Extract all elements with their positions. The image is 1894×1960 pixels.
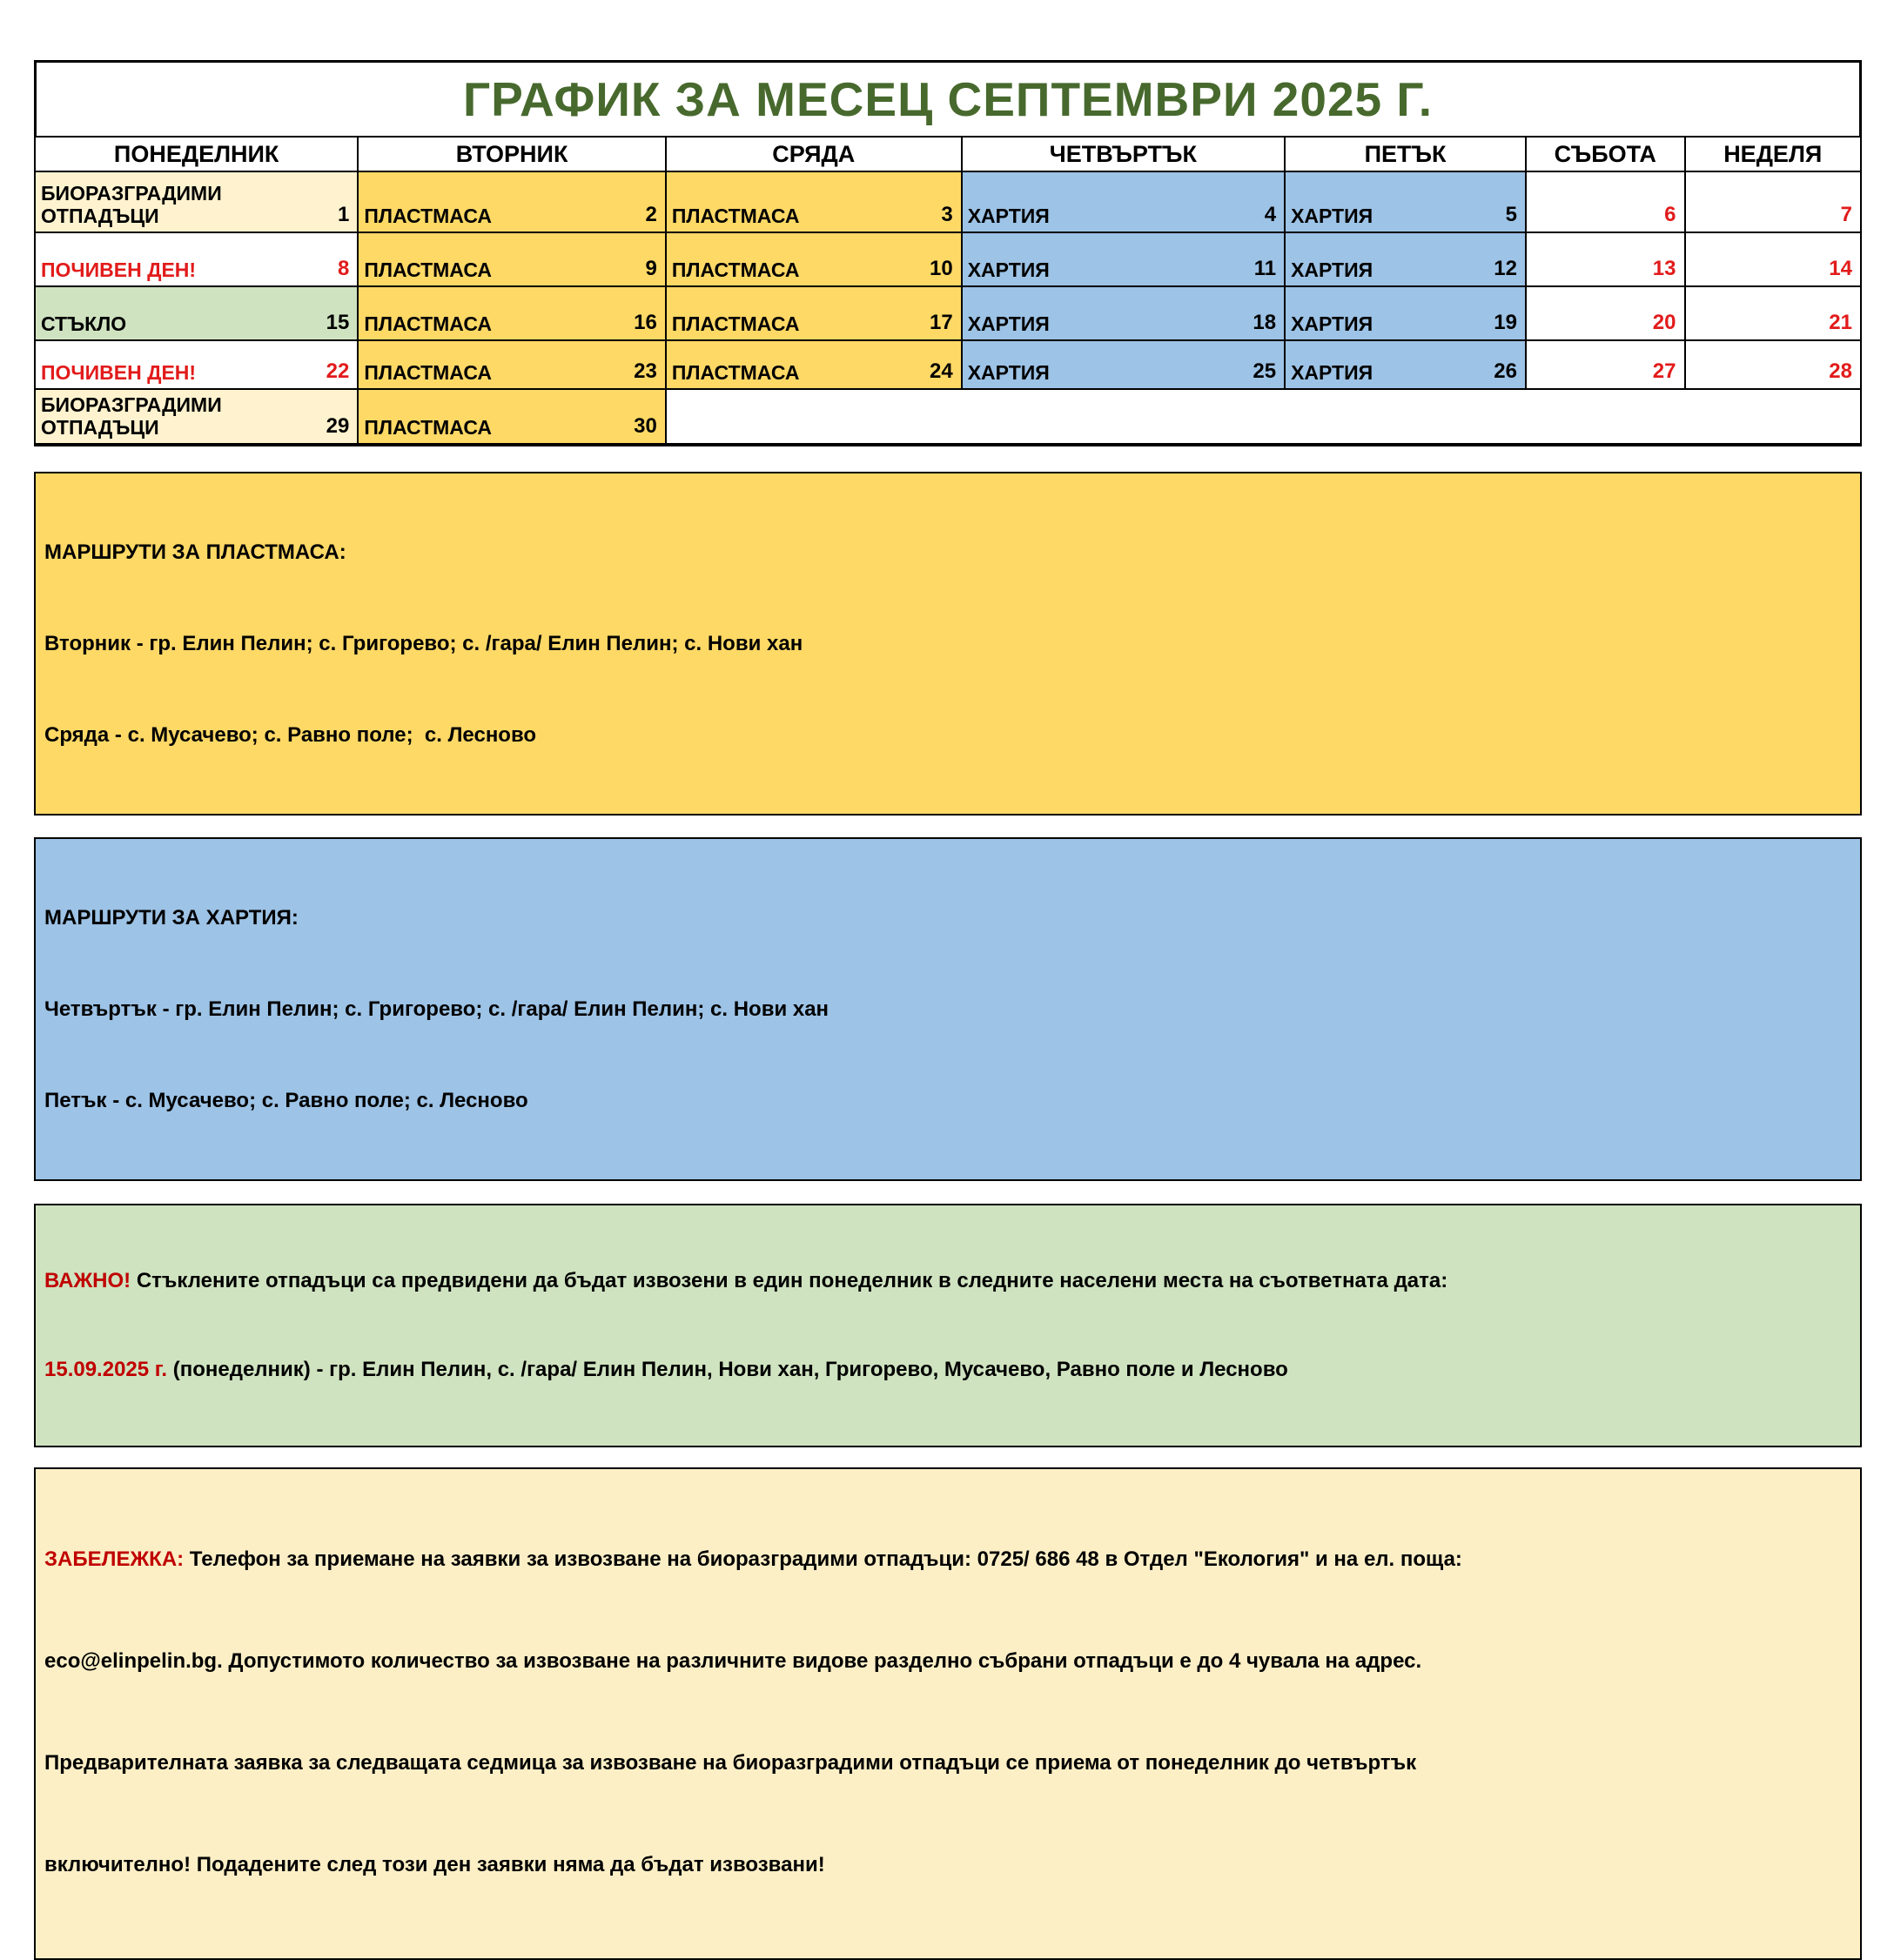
paper-route-friday: Петък - с. Мусачево; с. Равно поле; с. Лесново [44, 1089, 528, 1112]
waste-type-label: ПЛАСТМАСА [671, 361, 800, 384]
calendar-cell [358, 232, 666, 286]
calendar-cell-content [672, 311, 953, 335]
calendar-body [35, 171, 1861, 445]
note-line-2: eco@elinpelin.bg. Допустимото количество за извозване на различните видове разделно събрани отпадъци е до 4 чувала на адрес. [44, 1649, 1422, 1673]
waste-type-label: БИОРАЗГРАДИМИ ОТПАДЪЦИ [41, 393, 222, 439]
schedule-document [34, 0, 1862, 1960]
date-number: 27 [1652, 359, 1676, 383]
calendar-cell [35, 171, 358, 232]
calendar-cell [35, 232, 358, 286]
calendar-cell [1526, 171, 1685, 232]
calendar-cell-content [968, 311, 1276, 335]
glass-collection-places: (понеделник) - гр. Елин Пелин, с. /гара/ Елин Пелин, Нови хан, Григорево, Мусачево, Равно поле и Лесново [167, 1358, 1288, 1381]
date-number: 4 [1264, 203, 1277, 226]
note-line-3: Предварителната заявка за следващата седмица за извозване на биоразградими отпадъци се приема от понеделник до четвъртък [44, 1751, 1417, 1775]
date-number: 8 [337, 257, 350, 280]
calendar-cell-content [1291, 311, 1517, 335]
plastic-route-tuesday: Вторник - гр. Елин Пелин; с. Григорево; с. /гара/ Елин Пелин; с. Нови хан [44, 632, 803, 655]
calendar-cell-content [1532, 311, 1676, 335]
calendar-cell [666, 389, 1861, 445]
calendar-cell [358, 171, 666, 232]
day-header: СЪБОТА [1526, 137, 1685, 171]
calendar-cell [358, 286, 666, 340]
calendar-cell [962, 232, 1285, 286]
calendar-row [35, 286, 1861, 340]
calendar-cell-content [968, 203, 1276, 227]
date-number: 7 [1840, 203, 1852, 226]
calendar-table [34, 136, 1862, 446]
waste-type-label: ПОЧИВЕН ДЕН! [41, 361, 197, 384]
note-box [34, 1467, 1862, 1960]
note-text-phone: Телефон за приемане на заявки за извозване на биоразградими отпадъци: 0725/ 686 48 в Отдел "Екология" и на ел. поща: [184, 1547, 1462, 1571]
calendar-cell-content [41, 182, 349, 227]
date-number: 2 [645, 203, 657, 226]
date-number: 20 [1652, 311, 1676, 334]
glass-collection-date: 15.09.2025 г. [44, 1358, 168, 1381]
important-line-2 [44, 1355, 1851, 1385]
date-number: 5 [1505, 203, 1517, 226]
calendar-cell [962, 340, 1285, 389]
important-text: Стъклените отпадъци са предвидени да бъдат извозени в един понеделник в следните населени места на съответната дата: [131, 1269, 1448, 1292]
calendar-cell [666, 286, 962, 340]
day-header: ПЕТЪК [1285, 137, 1526, 171]
date-number: 23 [634, 359, 657, 383]
calendar-cell-content [1532, 257, 1676, 281]
calendar-cell-content [41, 393, 349, 439]
waste-type-label: ПЛАСТМАСА [364, 361, 492, 384]
date-number: 12 [1494, 257, 1517, 280]
calendar-cell [666, 340, 962, 389]
calendar-cell [1685, 340, 1862, 389]
plastic-routes-heading: МАРШРУТИ ЗА ПЛАСТМАСА: [44, 540, 346, 564]
date-number: 13 [1652, 257, 1676, 280]
calendar-cell [1685, 171, 1862, 232]
day-header: ВТОРНИК [358, 137, 666, 171]
day-header: ПОНЕДЕЛНИК [35, 137, 358, 171]
calendar-row [35, 232, 1861, 286]
waste-type-label: ХАРТИЯ [1291, 258, 1373, 281]
paper-route-thursday: Четвъртък - гр. Елин Пелин; с. Григорево; с. /гара/ Елин Пелин; с. Нови хан [44, 997, 829, 1021]
waste-type-label: ПЛАСТМАСА [671, 258, 800, 281]
calendar-cell-content [364, 414, 657, 439]
date-number: 30 [634, 414, 657, 438]
calendar-cell-content [1291, 359, 1517, 384]
waste-type-label: ХАРТИЯ [1291, 312, 1373, 335]
page-title: ГРАФИК ЗА МЕСЕЦ СЕПТЕМВРИ 2025 Г. [34, 60, 1862, 136]
calendar-cell-content [968, 257, 1276, 281]
paper-routes-heading: МАРШРУТИ ЗА ХАРТИЯ: [44, 906, 299, 930]
calendar-cell [1285, 171, 1526, 232]
date-number: 19 [1494, 311, 1517, 334]
calendar-cell-content [968, 359, 1276, 384]
calendar-cell-content [1691, 311, 1853, 335]
date-number: 26 [1494, 359, 1517, 383]
calendar-cell-content [672, 257, 953, 281]
calendar-header-row [35, 137, 1861, 171]
date-number: 21 [1829, 311, 1852, 334]
waste-type-label: БИОРАЗГРАДИМИ ОТПАДЪЦИ [41, 182, 222, 227]
calendar-cell-content [1532, 359, 1676, 384]
waste-type-label: ХАРТИЯ [1291, 205, 1373, 227]
calendar-cell [1685, 232, 1862, 286]
calendar-cell-content [41, 311, 349, 335]
paper-routes-box [34, 837, 1862, 1181]
calendar-cell [1526, 232, 1685, 286]
calendar-cell-content [364, 257, 657, 281]
calendar-row [35, 340, 1861, 389]
calendar-cell-content [364, 311, 657, 335]
calendar-cell-content [364, 359, 657, 384]
calendar-cell [666, 232, 962, 286]
note-line-4: включително! Подадените след този ден заявки няма да бъдат извозвани! [44, 1853, 825, 1876]
date-number: 14 [1829, 257, 1852, 280]
calendar-cell-content [1532, 203, 1676, 227]
calendar-cell-content [1291, 203, 1517, 227]
calendar-cell-content [672, 359, 953, 384]
date-number: 9 [645, 257, 657, 280]
calendar-cell [962, 171, 1285, 232]
calendar-cell-content [1691, 257, 1853, 281]
waste-type-label: ПЛАСТМАСА [364, 312, 492, 335]
plastic-routes-box [34, 472, 1862, 816]
calendar-cell [1285, 286, 1526, 340]
important-glass-box [34, 1204, 1862, 1447]
waste-type-label: ХАРТИЯ [1291, 361, 1373, 384]
plastic-route-wednesday: Сряда - с. Мусачево; с. Равно поле; с. Лесново [44, 723, 537, 747]
calendar-cell [962, 286, 1285, 340]
calendar-cell [1685, 286, 1862, 340]
calendar-cell-content [1291, 257, 1517, 281]
day-header: НЕДЕЛЯ [1685, 137, 1862, 171]
date-number: 16 [634, 311, 657, 334]
important-label: ВАЖНО! [44, 1269, 131, 1292]
date-number: 28 [1829, 359, 1852, 383]
date-number: 15 [326, 311, 350, 334]
waste-type-label: ПЛАСТМАСА [364, 258, 492, 281]
date-number: 25 [1253, 359, 1277, 383]
important-line-1 [44, 1266, 1851, 1296]
date-number: 6 [1664, 203, 1676, 226]
date-number: 17 [930, 311, 953, 334]
waste-type-label: СТЪКЛО [41, 312, 127, 335]
date-number: 3 [941, 203, 953, 226]
calendar-cell [358, 340, 666, 389]
calendar-cell-content [1691, 203, 1853, 227]
waste-type-label: ХАРТИЯ [967, 312, 1050, 335]
calendar-cell [35, 340, 358, 389]
date-number: 29 [326, 414, 350, 438]
date-number: 18 [1253, 311, 1277, 334]
date-number: 10 [930, 257, 953, 280]
date-number: 11 [1253, 257, 1277, 280]
date-number: 1 [337, 203, 350, 226]
waste-type-label: ХАРТИЯ [967, 361, 1050, 384]
calendar-cell [35, 286, 358, 340]
day-header: ЧЕТВЪРТЪК [962, 137, 1285, 171]
calendar-cell [35, 389, 358, 445]
calendar-cell [1285, 232, 1526, 286]
waste-type-label: ХАРТИЯ [967, 258, 1050, 281]
calendar-cell [666, 171, 962, 232]
calendar-cell [1526, 286, 1685, 340]
calendar-row [35, 171, 1861, 232]
calendar-cell-content [364, 203, 657, 227]
waste-type-label: ПЛАСТМАСА [671, 312, 800, 335]
calendar-cell-content [41, 359, 349, 384]
waste-type-label: ПЛАСТМАСА [364, 416, 492, 439]
calendar-cell-content [1691, 359, 1853, 384]
waste-type-label: ПОЧИВЕН ДЕН! [41, 258, 197, 281]
calendar-cell [1285, 340, 1526, 389]
waste-type-label: ХАРТИЯ [967, 205, 1050, 227]
day-header: СРЯДА [666, 137, 962, 171]
calendar-cell [1526, 340, 1685, 389]
calendar-cell [358, 389, 666, 445]
note-label: ЗАБЕЛЕЖКА: [44, 1547, 185, 1571]
date-number: 24 [930, 359, 953, 383]
waste-type-label: ПЛАСТМАСА [671, 205, 800, 227]
calendar-cell-content [41, 257, 349, 281]
calendar-row [35, 389, 1861, 445]
note-line-1 [44, 1542, 1851, 1576]
date-number: 22 [326, 359, 350, 383]
waste-type-label: ПЛАСТМАСА [364, 205, 492, 227]
calendar-cell-content [672, 203, 953, 227]
